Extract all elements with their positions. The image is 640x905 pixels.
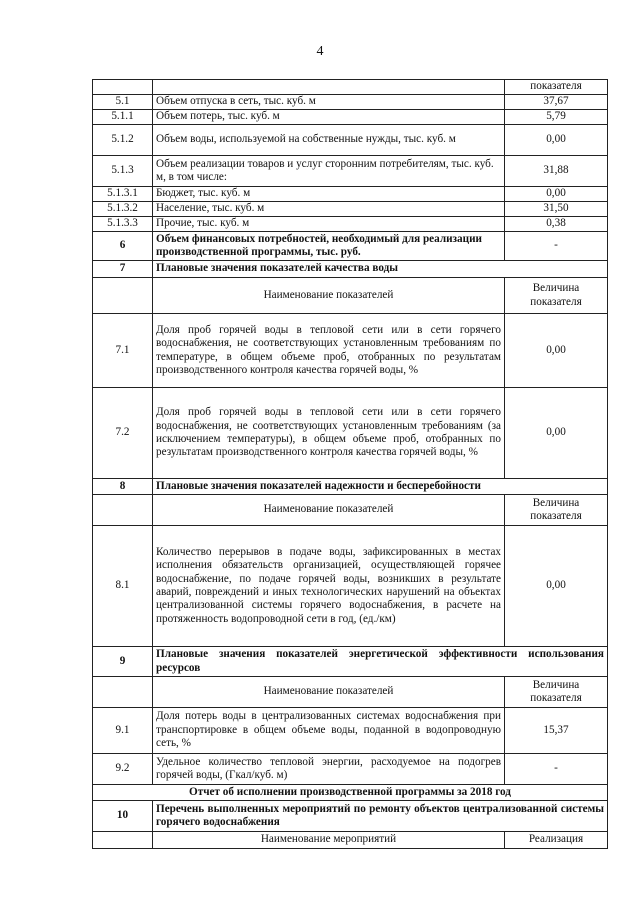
empty-cell: [93, 495, 153, 526]
section-title: Плановые значения показателей качества воды: [153, 261, 608, 278]
row-value: 0,00: [505, 125, 608, 156]
row-number: 5.1.3.1: [93, 187, 153, 202]
column-header-row: [93, 278, 608, 314]
section-number: 7: [93, 261, 153, 278]
row-number: 5.1.1: [93, 110, 153, 125]
table-row: [93, 314, 608, 388]
program-table: [92, 79, 608, 849]
row-name: Доля проб горячей воды в тепловой сети или в сети горячего водоснабжения, не соответствующих установленным требованиям по температуре, в общем объеме проб, отобранных по результатам производственного контроля качества горячей воды, %: [153, 314, 505, 388]
row-value: 0,00: [505, 526, 608, 647]
section-title: Плановые значения показателей надежности и бесперебойности: [153, 479, 608, 495]
row-number: 5.1.3: [93, 156, 153, 187]
report-title: Отчет об исполнении производственной программы за 2018 год: [93, 785, 608, 801]
row-name: Доля проб горячей воды в тепловой сети или в сети горячего водоснабжения, не соответствующих установленным требованиям (за исключением температуры), в общем объеме проб, отобранных по результатам производственного контроля качества горячей воды, %: [153, 388, 505, 479]
column-header-row: [93, 677, 608, 708]
row-name: Объем реализации товаров и услуг сторонним потребителям, тыс. куб. м, в том числе:: [153, 156, 505, 187]
empty-cell: [93, 278, 153, 314]
row-value: 15,37: [505, 708, 608, 754]
row-value: 37,67: [505, 95, 608, 110]
row-value: 0,00: [505, 187, 608, 202]
table-row: [93, 125, 608, 156]
row-value: 31,50: [505, 202, 608, 217]
row-number: 5.1.3.2: [93, 202, 153, 217]
report-title-row: [93, 785, 608, 801]
table-row: [93, 156, 608, 187]
column-header-value: Величина показателя: [505, 278, 608, 314]
row-number: 7.2: [93, 388, 153, 479]
column-header-events: Наименование мероприятий: [153, 832, 505, 849]
row-value: 0,00: [505, 314, 608, 388]
row-number: 8.1: [93, 526, 153, 647]
row-number: 6: [93, 232, 153, 261]
row-value: 5,79: [505, 110, 608, 125]
row-number: 9.1: [93, 708, 153, 754]
table-row: [93, 187, 608, 202]
section-title: Перечень выполненных мероприятий по ремонту объектов централизованной системы горячего водоснабжения: [153, 801, 608, 832]
row-number: 5.1.3.3: [93, 217, 153, 232]
row-name: Население, тыс. куб. м: [153, 202, 505, 217]
section-number: 10: [93, 801, 153, 832]
section-row: [93, 261, 608, 278]
table-row: [93, 110, 608, 125]
row-number: 5.1: [93, 95, 153, 110]
section-row: [93, 479, 608, 495]
row-number: 9.2: [93, 754, 153, 785]
row-value: 0,00: [505, 388, 608, 479]
empty-cell: [93, 677, 153, 708]
row-value: -: [505, 754, 608, 785]
page-number: 4: [316, 44, 324, 59]
column-header-name: Наименование показателей: [153, 677, 505, 708]
column-header-row: [93, 495, 608, 526]
empty-cell: [93, 80, 153, 95]
row-value: 0,38: [505, 217, 608, 232]
row-name: Количество перерывов в подаче воды, зафиксированных в местах исполнения обязательств организацией, осуществляющей горячее водоснабжение, по подаче горячей воды, возникших в результате аварий, повреждений и иных технологических нарушений на объектах централизованной системы горячего водоснабжения, в расчете на протяженность водопроводной сети в год, (ед./км): [153, 526, 505, 647]
row-name: Удельное количество тепловой энергии, расходуемое на подогрев горячей воды, (Гкал/куб. м): [153, 754, 505, 785]
section-number: 8: [93, 479, 153, 495]
table-row: [93, 202, 608, 217]
section-row: [93, 801, 608, 832]
row-value: -: [505, 232, 608, 261]
row-name: Доля потерь воды в централизованных системах водоснабжения при транспортировке в общем объеме воды, поданной в водопроводную сеть, %: [153, 708, 505, 754]
column-header-realization: Реализация: [505, 832, 608, 849]
table-row: [93, 388, 608, 479]
column-header-name: Наименование показателей: [153, 495, 505, 526]
empty-cell: [153, 80, 505, 95]
table-row: [93, 217, 608, 232]
row-name: Бюджет, тыс. куб. м: [153, 187, 505, 202]
row-name: Объем финансовых потребностей, необходимый для реализации производственной программы, тыс. руб.: [153, 232, 505, 261]
header-value-cell: показателя: [505, 80, 608, 95]
row-value: 31,88: [505, 156, 608, 187]
row-name: Прочие, тыс. куб. м: [153, 217, 505, 232]
section-number: 9: [93, 647, 153, 677]
column-header-value: Величина показателя: [505, 677, 608, 708]
column-header-value: Величина показателя: [505, 495, 608, 526]
row-name: Объем воды, используемой на собственные нужды, тыс. куб. м: [153, 125, 505, 156]
row-name: Объем отпуска в сеть, тыс. куб. м: [153, 95, 505, 110]
table-row: [93, 754, 608, 785]
table-row: [93, 708, 608, 754]
table-row: [93, 232, 608, 261]
row-number: 5.1.2: [93, 125, 153, 156]
column-header-name: Наименование показателей: [153, 278, 505, 314]
section-row: [93, 647, 608, 677]
section-title: Плановые значения показателей энергетической эффективности использования ресурсов: [153, 647, 608, 677]
table-row: [93, 80, 608, 95]
table-row: [93, 95, 608, 110]
row-name: Объем потерь, тыс. куб. м: [153, 110, 505, 125]
row-number: 7.1: [93, 314, 153, 388]
column-header-row: [93, 832, 608, 849]
empty-cell: [93, 832, 153, 849]
table-row: [93, 526, 608, 647]
